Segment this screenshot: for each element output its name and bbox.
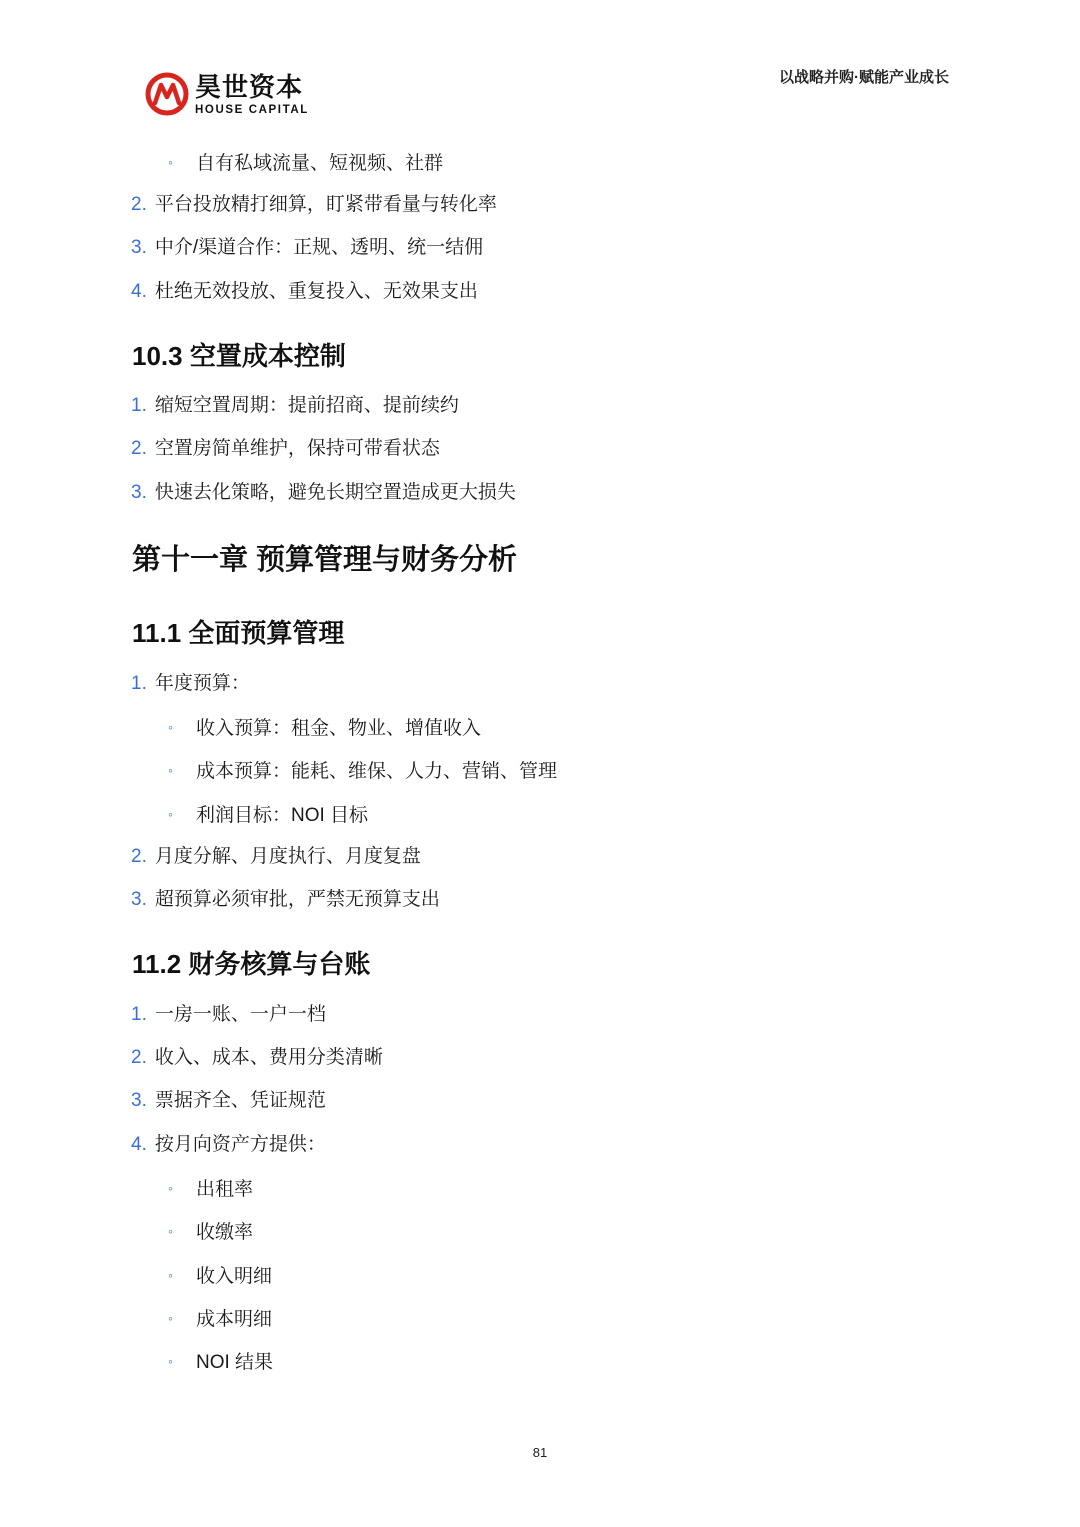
bullet-icon: ◦	[168, 154, 173, 170]
list-item	[131, 280, 478, 304]
list-number: 4.	[131, 1134, 147, 1155]
list-bullet-item	[168, 1349, 273, 1375]
list-text: 一房一账、一户一档	[154, 1004, 326, 1025]
list-bullet-item	[168, 758, 557, 784]
bullet-icon: ◦	[168, 1180, 173, 1196]
list-item	[131, 1089, 326, 1113]
list-item	[131, 845, 421, 869]
list-item	[131, 1003, 326, 1027]
bullet-text: 收入预算：租金、物业、增值收入	[196, 718, 482, 739]
bullet-text: 收入明细	[196, 1266, 273, 1287]
bullet-icon: ◦	[168, 1310, 173, 1326]
section-heading-10-3: 10.3 空置成本控制	[132, 341, 346, 371]
list-text: 空置房简单维护，保持可带看状态	[154, 438, 440, 459]
bullet-icon: ◦	[168, 1223, 173, 1239]
list-text: 按月向资产方提供：	[154, 1134, 326, 1155]
list-text: 月度分解、月度执行、月度复盘	[154, 846, 421, 867]
list-text: 平台投放精打细算，盯紧带看量与转化率	[154, 194, 497, 215]
house-capital-logo-icon	[145, 72, 189, 116]
list-number: 2.	[131, 1047, 147, 1068]
list-text: 中介/渠道合作：正规、透明、统一结佣	[154, 237, 484, 258]
company-logo	[145, 72, 345, 118]
list-item	[131, 236, 483, 260]
list-item	[131, 1133, 326, 1157]
bullet-text: 收缴率	[196, 1222, 254, 1243]
list-text: 年度预算：	[154, 673, 250, 694]
list-text: 收入、成本、费用分类清晰	[154, 1047, 383, 1068]
chapter-heading-11: 第十一章 预算管理与财务分析	[132, 544, 518, 576]
page-number: 81	[532, 1445, 548, 1460]
list-text: 超预算必须审批，严禁无预算支出	[154, 889, 440, 910]
list-item	[131, 1046, 383, 1070]
list-bullet-item	[168, 1176, 253, 1202]
list-bullet-item	[168, 1219, 253, 1245]
bullet-icon: ◦	[168, 762, 173, 778]
list-number: 3.	[131, 237, 147, 258]
list-item	[131, 481, 516, 505]
list-number: 1.	[131, 395, 147, 416]
list-bullet-item	[168, 1263, 272, 1289]
bullet-icon: ◦	[168, 1353, 173, 1369]
list-number: 3.	[131, 889, 147, 910]
list-number: 2.	[131, 194, 147, 215]
header-slogan: 以战略并购·赋能产业成长	[779, 69, 949, 86]
list-number: 1.	[131, 673, 147, 694]
list-bullet-item	[168, 715, 481, 741]
list-text: 快速去化策略，避免长期空置造成更大损失	[154, 482, 516, 503]
bullet-icon: ◦	[168, 719, 173, 735]
list-text: 杜绝无效投放、重复投入、无效果支出	[154, 281, 478, 302]
bullet-text: 利润目标：NOI 目标	[196, 805, 369, 826]
list-bullet-item	[168, 1306, 272, 1332]
list-item	[131, 888, 440, 912]
bullet-icon: ◦	[168, 806, 173, 822]
list-item	[131, 672, 250, 696]
bullet-text: 成本预算：能耗、维保、人力、营销、管理	[196, 761, 558, 782]
section-heading-11-2: 11.2 财务核算与台账	[132, 949, 371, 979]
bullet-text: 成本明细	[196, 1309, 273, 1330]
bullet-icon: ◦	[168, 1267, 173, 1283]
list-text: 票据齐全、凭证规范	[154, 1090, 326, 1111]
logo-english-name: HOUSE CAPITAL	[195, 104, 309, 116]
list-number: 2.	[131, 846, 147, 867]
list-item	[131, 437, 440, 461]
bullet-text: 出租率	[196, 1179, 254, 1200]
list-number: 1.	[131, 1004, 147, 1025]
section-heading-11-1: 11.1 全面预算管理	[132, 618, 345, 648]
bullet-text: 自有私域流量、短视频、社群	[196, 153, 444, 174]
logo-chinese-name: 昊世资本	[195, 72, 304, 102]
list-number: 3.	[131, 1090, 147, 1111]
list-bullet-item	[168, 150, 443, 176]
list-item	[131, 394, 459, 418]
list-text: 缩短空置周期：提前招商、提前续约	[154, 395, 459, 416]
bullet-text: NOI 结果	[196, 1352, 274, 1373]
list-number: 4.	[131, 281, 147, 302]
list-number: 3.	[131, 482, 147, 503]
list-bullet-item	[168, 802, 368, 828]
list-number: 2.	[131, 438, 147, 459]
list-item	[131, 193, 497, 217]
